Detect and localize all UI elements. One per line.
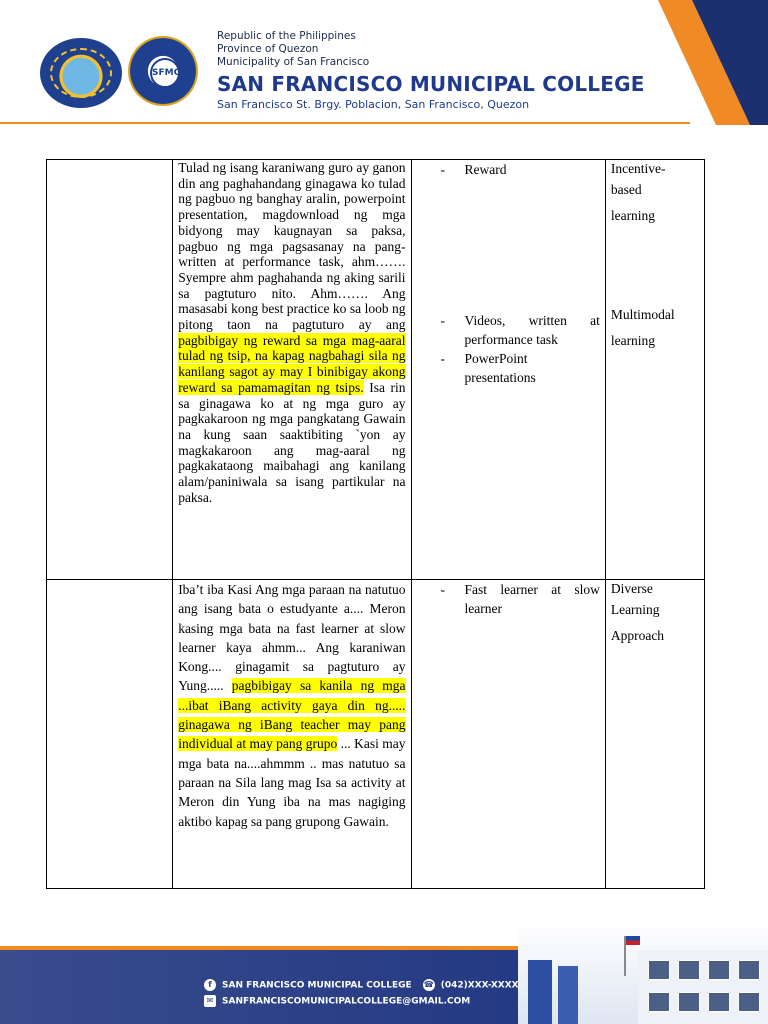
theme-cell (605, 580, 704, 889)
email-icon: ✉ (204, 995, 216, 1007)
response-cell (173, 580, 411, 889)
response-text: ... Kasi may mga bata na....ahmmm .. mas natutuo sa paraan na Sila lang mag Isa sa activity at Meron din Yung iba na mas nagiging aktibo kapag sa pang grupong Gawain. (178, 736, 406, 829)
theme-label: based (610, 182, 642, 197)
municipality-line: Municipality of San Francisco (217, 56, 370, 68)
highlighted-response: pagbibigay ng reward sa mga mag-aaral tulad ng tsip, na kapag nagbahagi sila ng kanilang sagot ay may I binibigay akong reward sa pamamagitan ng tsips. (178, 332, 406, 395)
phone-icon: ☎ (423, 980, 434, 989)
response-text: Tulad ng isang karaniwang guro ay ganon din ang paghahandang ginagawa ko tulad ng pagbuo ng banghay aralin, powerpoint presentation, magdownload ng mga bidyong may kaugnayan sa paksa, pagbuo ng mga pagsasanay na pang-written at performance task, ahm……. Syempre ahm paghahanda ng aking sarili sa pagtuturo nito. Ahm……. Ang masasabi kong best practice ko sa loob ng pitong taon na pagtuturo ay ang (178, 160, 406, 333)
province-line: Province of Quezon (217, 43, 319, 55)
corner-decoration (658, 0, 768, 125)
row-label-cell (47, 580, 173, 889)
code-item: - PowerPoint presentations (417, 349, 600, 387)
theme-label: learning (610, 332, 656, 348)
table-row (47, 580, 705, 889)
response-cell (173, 160, 411, 580)
contact-email (204, 995, 470, 1007)
code-list (417, 311, 600, 387)
interview-table (46, 159, 705, 889)
codes-cell (411, 160, 605, 580)
country-line: Republic of the Philippines (217, 30, 356, 42)
college-seal-icon: SFMC (128, 36, 198, 106)
response-text: Iba’t iba Kasi Ang mga paraan na natutuo ang isang bata o estudyante a.... Meron kasing mga bata na fast learner at slow learner kaya ahmm... Ang karaniwan Kong.... ginagamit sa pagtuturo ay Yung..... (178, 582, 406, 694)
college-name: SAN FRANCISCO MUNICIPAL COLLEGE (217, 72, 645, 96)
table-row (47, 160, 705, 580)
letterhead (0, 0, 768, 125)
code-item: - Videos, written at performance task (417, 311, 600, 349)
theme-label: Learning (610, 602, 660, 617)
building-window (708, 960, 730, 980)
header-rule (0, 122, 690, 124)
theme-cell (605, 160, 704, 580)
building-window (738, 992, 760, 1012)
college-address: San Francisco St. Brgy. Poblacion, San Francisco, Quezon (217, 98, 530, 111)
email-text: SANFRANCISCOMUNICIPALCOLLEGE@GMAIL.COM (222, 996, 471, 1007)
theme-label: Diverse (610, 581, 653, 596)
row-label-cell (47, 160, 173, 580)
building-wing (558, 966, 578, 1024)
building-window (678, 992, 700, 1012)
campus-building-image (518, 920, 768, 1024)
highlighted-response: pagbibigay sa kanila ng mga ...ibat iBang activity gaya din ng..... ginagawa ng iBang teacher may pang individual at may pang grupo (178, 678, 406, 752)
code-item: - Fast learner at slow learner (417, 580, 600, 618)
building-wing (528, 960, 552, 1024)
theme-label: Incentive- (610, 161, 666, 176)
building-window (678, 960, 700, 980)
codes-cell (411, 580, 605, 889)
theme-label: Multimodal (610, 307, 675, 322)
building-window (648, 960, 670, 980)
building-window (648, 992, 670, 1012)
municipal-seal-icon (40, 38, 122, 108)
building-window (738, 960, 760, 980)
facebook-icon: f (204, 979, 216, 991)
facebook-text: SAN FRANCISCO MUNICIPAL COLLEGE (222, 980, 412, 991)
phone-text: (042)XXX-XXXX (440, 980, 519, 991)
code-list (417, 580, 600, 618)
code-item: - Reward (417, 160, 600, 179)
building-window (708, 992, 730, 1012)
contact-facebook (204, 979, 519, 991)
response-text: Isa rin sa ginagawa ko at ng mga guro ay pagkakaroon ng mga pangkatang Gawain na kung saan saaktibiting `yon ay magkakaroon ang mag-aaral ng pagkakataong maibahagi ang kanilang alam/paniniwala sa isang partikular na paksa. (178, 379, 406, 505)
letterhead-text (217, 30, 645, 111)
footer (0, 890, 768, 1024)
flag-icon (626, 936, 640, 945)
theme-label: Approach (610, 627, 665, 643)
code-list (417, 160, 600, 179)
theme-label: learning (610, 207, 656, 223)
